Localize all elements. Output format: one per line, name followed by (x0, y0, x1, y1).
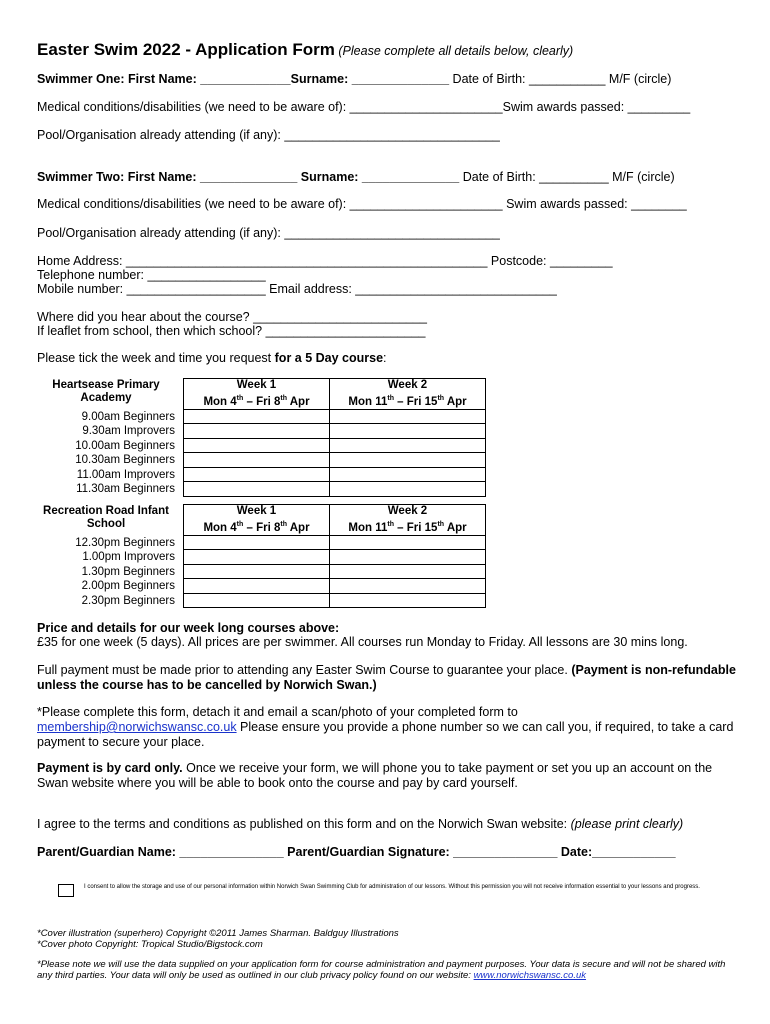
slot-label: 2.30pm Beginners (81, 594, 175, 607)
venue-one-name: Heartsease Primary Academy (52, 378, 160, 404)
slot-cell-week2[interactable] (330, 482, 486, 497)
swimmer-two-name-row[interactable] (37, 170, 675, 184)
full-payment-bold: (Payment is non-refundable unless the course has to be cancelled by Norwich Swan.) (37, 663, 736, 692)
consent-checkbox[interactable] (58, 884, 74, 897)
venue-two-timetable (37, 504, 486, 608)
table-row (37, 409, 486, 424)
title-note: (Please complete all details below, clearly) (338, 44, 574, 58)
agree-terms-row (37, 817, 683, 831)
venue-one-week2-header (330, 379, 486, 410)
slot-label: 9.30am Improvers (82, 425, 175, 438)
cover-photo-credit: *Cover photo Copyright: Tropical Studio/Bigstock.com (37, 939, 263, 950)
page-title (37, 40, 573, 60)
slot-cell-week2[interactable] (330, 409, 486, 424)
swimmer-one-pool-row[interactable]: Pool/Organisation already attending (if any): _______________________________ (37, 128, 500, 142)
venue-two-week2-header (330, 505, 486, 536)
slot-label: 11.30am Beginners (76, 483, 175, 496)
slot-cell-week1[interactable] (184, 438, 330, 453)
complete-form-text-2: Please ensure you provide a phone number so we can call you, if required, to take a card payment to secure your place. (37, 720, 734, 749)
swimmer-one-name-label: Swimmer One: First Name: _____________Surname: ______________ (37, 72, 450, 86)
week2-label: Week 2 (387, 379, 428, 391)
hear-about-row[interactable]: Where did you hear about the course? _________________________ (37, 310, 427, 324)
mobile-email-row[interactable]: Mobile number: ____________________ Email address: _____________________________ (37, 282, 557, 296)
table-row (37, 593, 486, 608)
slot-cell-week1[interactable] (184, 482, 330, 497)
card-payment-bold: Payment is by card only. (37, 761, 183, 775)
agree-text: I agree to the terms and conditions as published on this form and on the Norwich Swan website: (37, 817, 571, 831)
slot-cell-week1[interactable] (184, 409, 330, 424)
week1-dates: Mon 4th – Fri 8th Apr (203, 395, 310, 408)
slot-cell-week1[interactable] (184, 564, 330, 579)
slot-cell-week2[interactable] (330, 453, 486, 468)
table-row (37, 424, 486, 439)
slot-label: 10.00am Beginners (75, 439, 175, 452)
slot-cell-week2[interactable] (330, 438, 486, 453)
swimmer-one-medical-row[interactable]: Medical conditions/disabilities (we need to be aware of): ______________________Swim awards passed: _________ (37, 100, 691, 114)
table-row (37, 453, 486, 468)
venue-two-week1-header (184, 505, 330, 536)
swimmer-two-dob-label: Date of Birth: __________ M/F (circle) (459, 170, 675, 184)
week1-label: Week 1 (236, 505, 277, 517)
website-link[interactable]: www.norwichswansc.co.uk (473, 970, 587, 981)
week1-dates: Mon 4th – Fri 8th Apr (203, 521, 310, 534)
table-row (37, 550, 486, 565)
agree-note: (please print clearly) (570, 817, 684, 831)
slot-label: 11.00am Improvers (76, 468, 175, 481)
table-row (37, 467, 486, 482)
card-payment-text: Once we receive your form, we will phone you to take payment or set you up an account on the Swan website where you will be able to book onto the course and pay by card yourself. (37, 761, 713, 790)
slot-cell-week1[interactable] (184, 579, 330, 594)
membership-email-link[interactable]: membership@norwichswansc.co.uk (37, 720, 237, 734)
form-title: Easter Swim 2022 - Application Form (37, 40, 335, 59)
slot-label: 1.00pm Improvers (82, 551, 175, 564)
slot-cell-week1[interactable] (184, 550, 330, 565)
slot-cell-week2[interactable] (330, 424, 486, 439)
slot-cell-week1[interactable] (184, 453, 330, 468)
table-row (37, 482, 486, 497)
week1-label: Week 1 (236, 379, 277, 391)
data-privacy-note (37, 959, 732, 981)
tick-intro-end: : (383, 351, 387, 365)
parent-guardian-row[interactable]: Parent/Guardian Name: _______________ Parent/Guardian Signature: _______________ Date:____________ (37, 845, 676, 859)
table-row (37, 579, 486, 594)
week2-dates: Mon 11th – Fri 15th Apr (348, 521, 467, 534)
telephone-row[interactable]: Telephone number: _________________ (37, 268, 266, 282)
week2-label: Week 2 (387, 505, 428, 517)
swimmer-one-dob-label: Date of Birth: ___________ M/F (circle) (449, 72, 672, 86)
swimmer-one-name-row[interactable] (37, 72, 671, 86)
slot-cell-week1[interactable] (184, 424, 330, 439)
swimmer-two-pool-row[interactable]: Pool/Organisation already attending (if any): _______________________________ (37, 226, 500, 240)
slot-label: 2.00pm Beginners (81, 580, 175, 593)
slot-cell-week1[interactable] (184, 535, 330, 550)
slot-cell-week2[interactable] (330, 467, 486, 482)
slot-cell-week2[interactable] (330, 593, 486, 608)
slot-label: 10.30am Beginners (75, 454, 175, 467)
swimmer-two-medical-row[interactable]: Medical conditions/disabilities (we need to be aware of): ______________________ Swim awards passed: ________ (37, 197, 687, 211)
complete-form-text: *Please complete this form, detach it and email a scan/photo of your completed form to (37, 705, 518, 719)
cover-illustration-credit: *Cover illustration (superhero) Copyright ©2011 James Sharman. Baldguy Illustrations (37, 928, 399, 939)
slot-cell-week2[interactable] (330, 550, 486, 565)
complete-form-paragraph (37, 705, 737, 750)
leaflet-school-row[interactable]: If leaflet from school, then which school? _______________________ (37, 324, 426, 338)
slot-cell-week2[interactable] (330, 579, 486, 594)
tick-instructions (37, 351, 387, 365)
tick-intro-bold: for a 5 Day course (274, 351, 384, 365)
tick-intro-text: Please tick the week and time you request (37, 351, 275, 365)
card-payment-paragraph (37, 761, 737, 791)
slot-cell-week2[interactable] (330, 535, 486, 550)
slot-label: 9.00am Beginners (81, 410, 175, 423)
home-address-row[interactable]: Home Address: ____________________________________________________ Postcode: _________ (37, 254, 613, 268)
full-payment-text: Full payment must be made prior to attending any Easter Swim Course to guarantee your place. (37, 663, 572, 677)
table-row (37, 438, 486, 453)
week2-dates: Mon 11th – Fri 15th Apr (348, 395, 467, 408)
slot-label: 1.30pm Beginners (81, 565, 175, 578)
table-row (37, 564, 486, 579)
full-payment-paragraph (37, 663, 737, 693)
price-text: £35 for one week (5 days). All prices are per swimmer. All courses run Monday to Friday. All lessons are 30 mins long. (37, 635, 688, 649)
slot-label: 12.30pm Beginners (75, 536, 175, 549)
table-row (37, 535, 486, 550)
venue-one-week1-header (184, 379, 330, 410)
consent-text: I consent to allow the storage and use of our personal information within Norwich Swan Swimming Club for administration of our lessons. Without this permission you will not receive information essential to your lessons and progress. (84, 884, 700, 890)
data-note-text: *Please note we will use the data supplied on your application form for course administration and payment purposes. Your data is secure and will not be shared with any third parties. Your data will only be used as outlined in our club privacy policy found on our website: (37, 959, 726, 981)
slot-cell-week1[interactable] (184, 593, 330, 608)
slot-cell-week2[interactable] (330, 564, 486, 579)
swimmer-two-name-label: Swimmer Two: First Name: ______________ Surname: ______________ (37, 170, 460, 184)
price-heading: Price and details for our week long courses above: (37, 621, 340, 635)
venue-two-name: Recreation Road Infant School (43, 504, 169, 530)
slot-cell-week1[interactable] (184, 467, 330, 482)
venue-one-timetable (37, 378, 486, 497)
